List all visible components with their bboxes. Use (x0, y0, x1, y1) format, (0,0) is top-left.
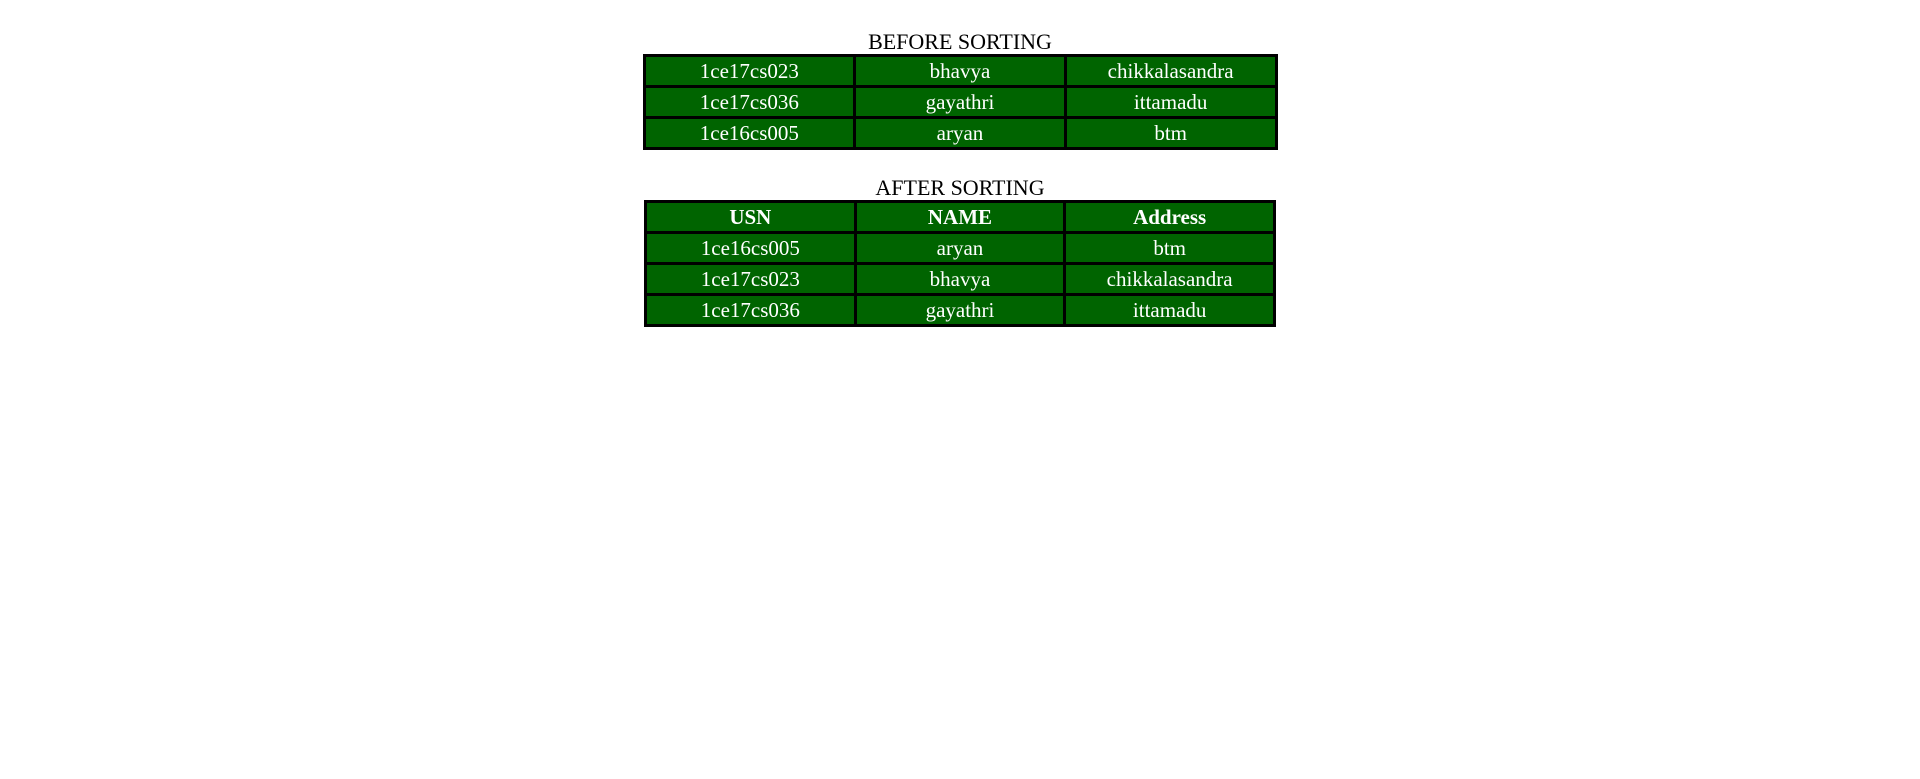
address-cell: chikkalasandra (1067, 57, 1275, 85)
name-cell: aryan (857, 234, 1064, 262)
after-sorting-caption: AFTER SORTING (875, 175, 1045, 200)
usn-cell: 1ce16cs005 (646, 119, 854, 147)
usn-cell: 1ce17cs023 (647, 265, 854, 293)
table-row (647, 265, 1273, 293)
name-cell: bhavya (857, 265, 1064, 293)
table-row (646, 119, 1275, 147)
usn-header: USN (647, 203, 854, 231)
after-sorting-section (0, 176, 1920, 327)
name-header: NAME (857, 203, 1064, 231)
table-row (646, 57, 1275, 85)
address-cell: btm (1066, 234, 1273, 262)
table-row (647, 234, 1273, 262)
usn-cell: 1ce17cs023 (646, 57, 854, 85)
name-cell: gayathri (857, 296, 1064, 324)
name-cell: aryan (856, 119, 1064, 147)
before-sorting-table (643, 54, 1278, 150)
before-sorting-caption: BEFORE SORTING (868, 29, 1052, 54)
table-header-row (647, 203, 1273, 231)
table-row (646, 88, 1275, 116)
usn-cell: 1ce17cs036 (646, 88, 854, 116)
address-cell: btm (1067, 119, 1275, 147)
name-cell: bhavya (856, 57, 1064, 85)
after-sorting-table (644, 200, 1276, 327)
usn-cell: 1ce16cs005 (647, 234, 854, 262)
address-cell: ittamadu (1067, 88, 1275, 116)
usn-cell: 1ce17cs036 (647, 296, 854, 324)
table-row (647, 296, 1273, 324)
name-cell: gayathri (856, 88, 1064, 116)
address-cell: chikkalasandra (1066, 265, 1273, 293)
before-sorting-section (0, 30, 1920, 150)
address-cell: ittamadu (1066, 296, 1273, 324)
address-header: Address (1066, 203, 1273, 231)
